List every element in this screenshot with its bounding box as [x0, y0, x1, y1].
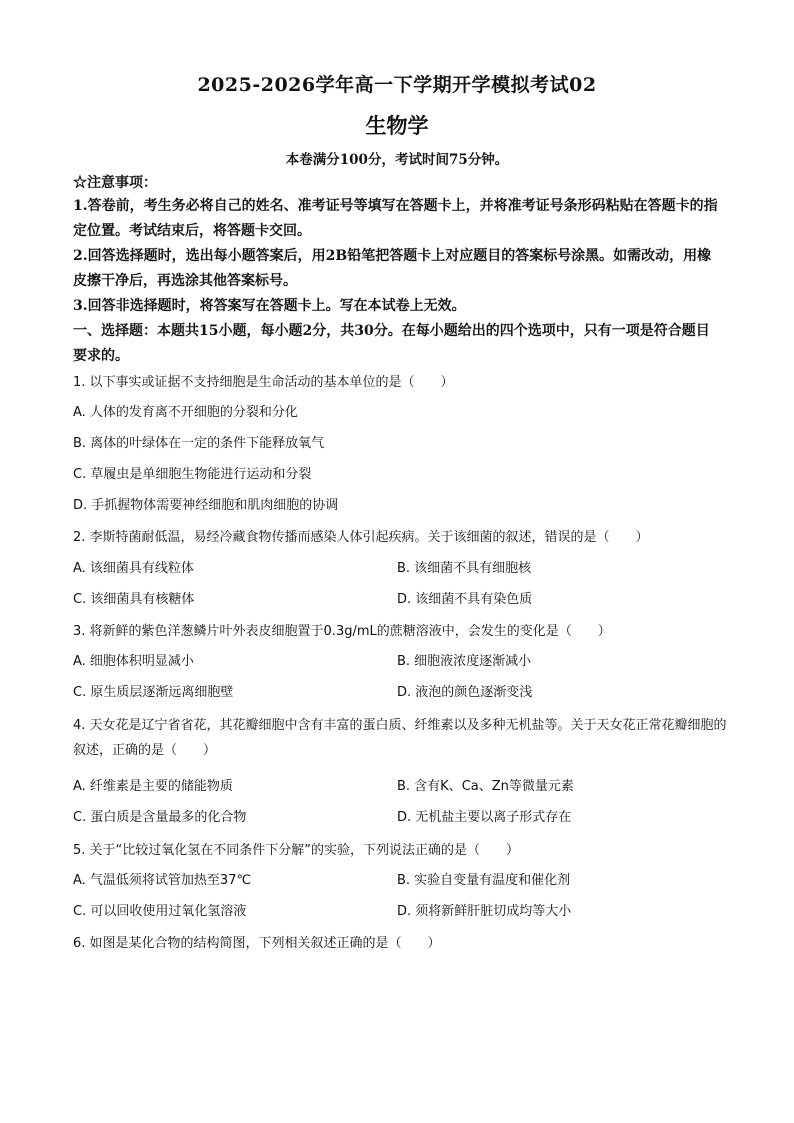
- option-a: A. 纤维素是主要的储能物质: [73, 779, 233, 794]
- option-c: C. 该细菌具有核糖体: [73, 592, 195, 607]
- note-item-2: 2.回答选择题时，选出每小题答案后，用2B铅笔把答题卡上对应题目的答案标号涂黑。如需改动，用橡皮擦干净后，再选涂其他答案标号。: [73, 248, 712, 289]
- question-stem: 2. 李斯特菌耐低温，易经冷藏食物传播而感染人体引起疾病。关于该细菌的叙述，错误的是（ ）: [73, 530, 649, 545]
- score-info: 本卷满分100分，考试时间75分钟。: [285, 152, 509, 168]
- question-stem: 6. 如图是某化合物的结构简图，下列相关叙述正确的是（ ）: [73, 936, 441, 951]
- subject-title: 生物学: [365, 113, 429, 138]
- option-a: A. 该细菌具有线粒体: [73, 561, 194, 576]
- option-c: C. 可以回收使用过氧化氢溶液: [73, 904, 247, 919]
- option-d: D. 该细菌不具有染色质: [397, 592, 533, 607]
- option-d: D. 手抓握物体需要神经细胞和肌肉细胞的协调: [73, 498, 339, 513]
- option-b: B. 含有K、Ca、Zn等微量元素: [397, 779, 574, 794]
- option-d: D. 液泡的颜色逐渐变浅: [397, 685, 533, 700]
- option-b: B. 实验自变量有温度和催化剂: [397, 873, 571, 888]
- option-a: A. 人体的发育离不开细胞的分裂和分化: [73, 405, 298, 420]
- option-d: D. 须将新鲜肝脏切成均等大小: [397, 904, 572, 919]
- option-a: A. 气温低须将试管加热至37℃: [73, 873, 252, 888]
- option-b: B. 该细菌不具有细胞核: [397, 561, 532, 576]
- option-c: C. 蛋白质是含量最多的化合物: [73, 810, 247, 825]
- option-b: B. 离体的叶绿体在一定的条件下能释放氧气: [73, 436, 325, 451]
- question-stem: 4. 天女花是辽宁省省花，其花瓣细胞中含有丰富的蛋白质、纤维素以及多种无机盐等。关于天女花正常花瓣细胞的叙述，正确的是（ ）: [73, 718, 727, 758]
- note-item-3: 3.回答非选择题时，将答案写在答题卡上。写在本试卷上无效。: [73, 298, 466, 314]
- question-stem: 3. 将新鲜的紫色洋葱鳞片叶外表皮细胞置于0.3g/mL的蔗糖溶液中，会发生的变化是（ ）: [73, 624, 611, 639]
- note-item-1: 1.答卷前，考生务必将自己的姓名、准考证号等填写在答题卡上，并将准考证号条形码粘贴在答题卡的指定位置。考试结束后，将答题卡交回。: [73, 198, 718, 239]
- option-c: C. 草履虫是单细胞生物能进行运动和分裂: [73, 467, 312, 482]
- notes-heading: ☆注意事项：: [73, 175, 157, 191]
- question-stem: 5. 关于“比较过氧化氢在不同条件下分解”的实验，下列说法正确的是（ ）: [73, 843, 520, 858]
- option-d: D. 无机盐主要以离子形式存在: [397, 810, 572, 825]
- exam-title: 2025-2026学年高一下学期开学模拟考试02: [197, 74, 597, 96]
- option-c: C. 原生质层逐渐远离细胞壁: [73, 685, 234, 700]
- question-stem: 1. 以下事实或证据不支持细胞是生命活动的基本单位的是（ ）: [73, 375, 454, 390]
- option-a: A. 细胞体积明显减小: [73, 654, 194, 669]
- section-heading: 一、选择题：本题共15小题，每小题2分，共30分。在每小题给出的四个选项中，只有一项是符合题目要求的。: [73, 323, 710, 364]
- option-b: B. 细胞液浓度逐渐减小: [397, 654, 532, 669]
